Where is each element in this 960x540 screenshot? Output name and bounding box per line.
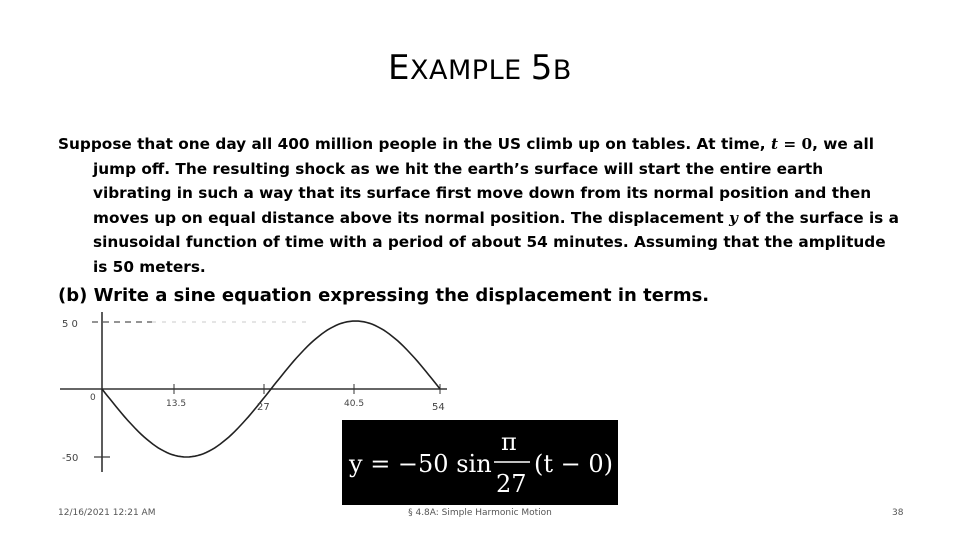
problem-text-part-3: of the surface is a sinusoidal function of time with a period of about 54 minutes. Assuming that the amplitude is 50 meters. [93, 208, 899, 276]
part-b-question: (b) Write a sine equation expressing the displacement in terms. [58, 285, 710, 306]
title-letter-b: B [552, 55, 572, 86]
equation-denominator: 27 [496, 470, 527, 498]
problem-text [58, 132, 903, 311]
title-letter-e: E [388, 48, 411, 88]
math-t: t [770, 135, 779, 153]
graph-x-label-1: 13.5 [166, 399, 187, 409]
equation-lhs: y = −50 sin [349, 450, 492, 478]
footer-date: 12/16/2021 12:21 AM [58, 508, 156, 518]
graph-x-label-4: 54 [432, 402, 445, 413]
equation-box [342, 420, 618, 505]
graph-origin-label: 0 [90, 393, 96, 403]
math-y: y [729, 208, 738, 227]
math-eq-zero: = 0 [778, 135, 813, 153]
slide-title [0, 48, 960, 88]
equation-numerator: π [501, 428, 517, 456]
graph-y-top-label: 5 0 [62, 319, 78, 330]
footer-title: § 4.8A: Simple Harmonic Motion [408, 508, 552, 518]
problem-text-part-1: Suppose that one day all 400 million people in the US climb up on tables. At time, [58, 135, 771, 153]
title-xample: XAMPLE [410, 55, 531, 86]
problem-paragraph [58, 132, 903, 279]
equation-svg [342, 420, 618, 505]
problem-text-part-2: , we all jump off. The resulting shock as we hit the earth’s surface will start the entire earth vibrating in such a way that its surface first move down from its normal position and then moves up on equal distance above its normal position. The displacement [93, 135, 874, 227]
graph-x-label-3: 40.5 [344, 399, 365, 409]
graph-x-label-2: 27 [257, 402, 270, 413]
footer-page-number: 38 [892, 508, 904, 518]
title-number: 5 [530, 48, 553, 88]
graph-y-bottom-label: -50 [62, 453, 79, 464]
equation-rhs: (t − 0) [534, 450, 614, 478]
